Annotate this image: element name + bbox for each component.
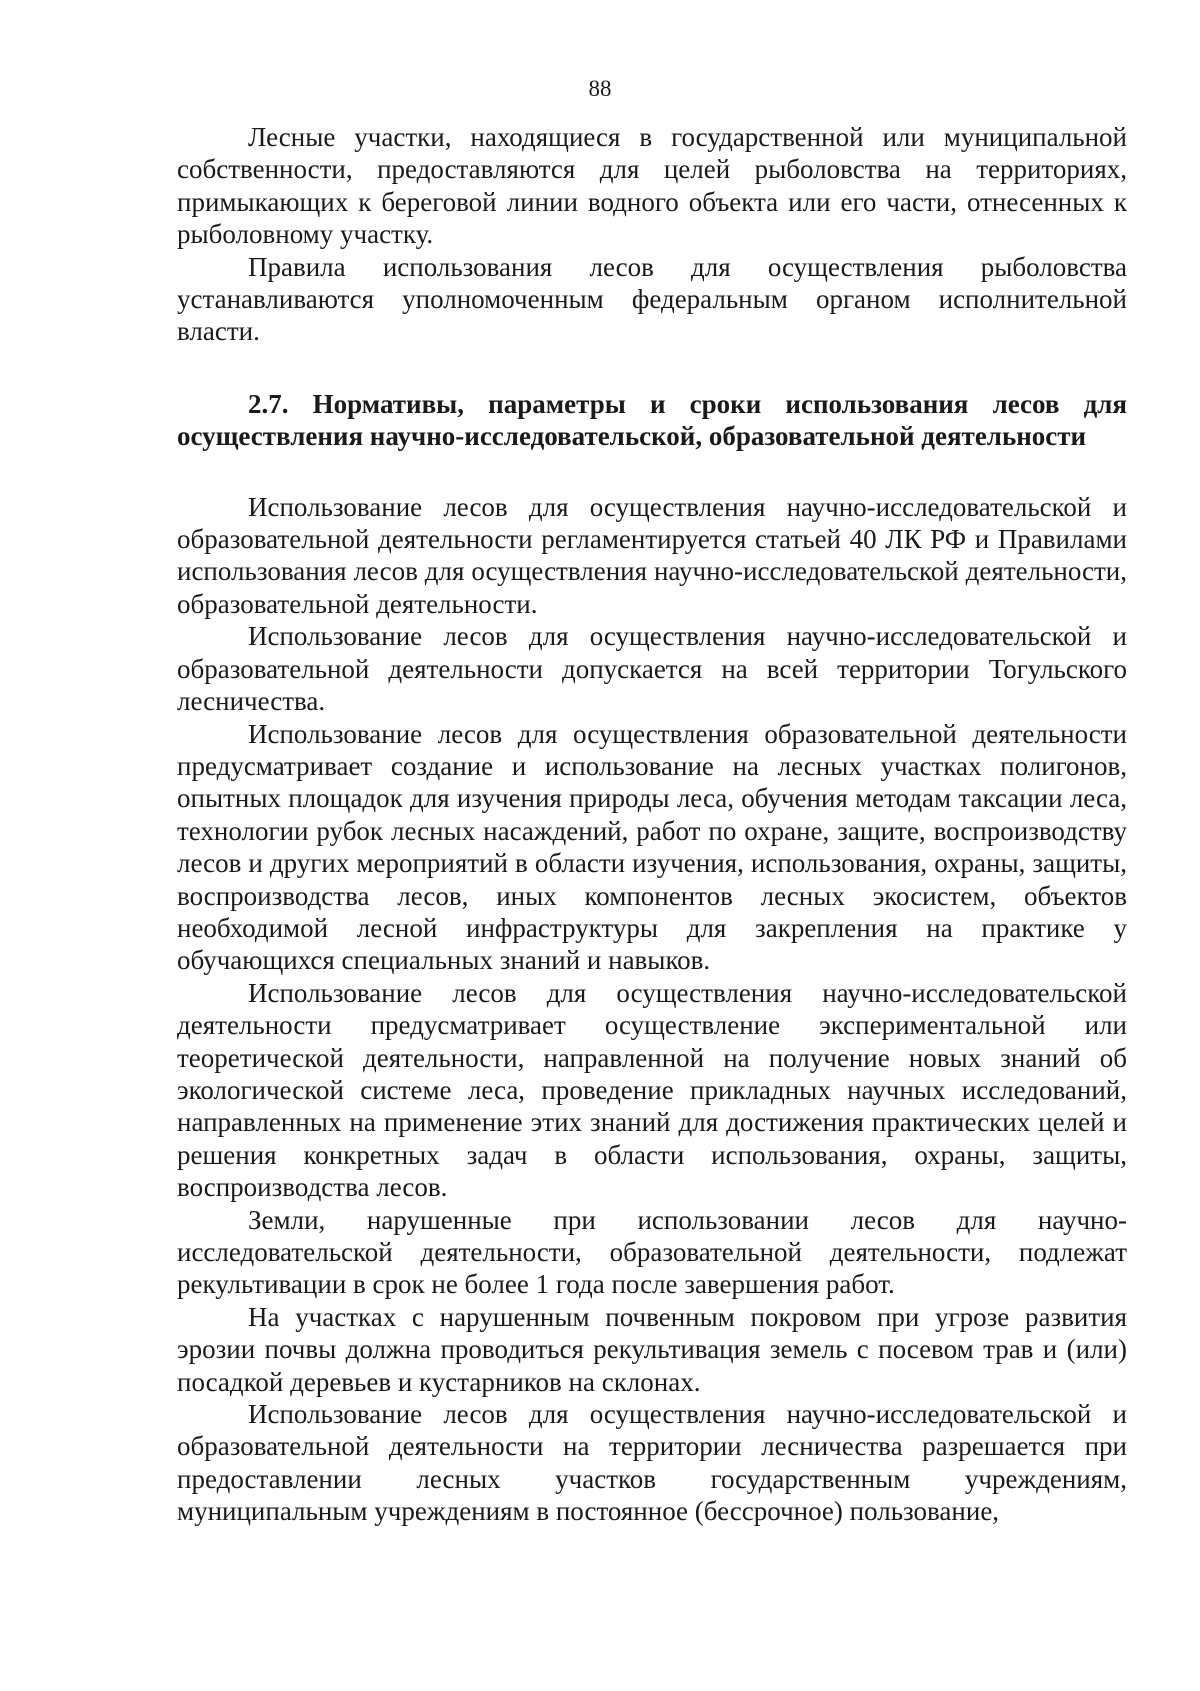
paragraph: Использование лесов для осуществления научно-исследовательской и образовательной деятельности допускается на всей территории Тогульского лесничества.	[177, 621, 1127, 717]
paragraph: Земли, нарушенные при использовании лесов для научно-исследовательской деятельности, образовательной деятельности, подлежат рекультивации в срок не более 1 года после завершения работ.	[177, 1204, 1127, 1300]
paragraph: Использование лесов для осуществления научно-исследовательской и образовательной деятельности на территории лесничества разрешается при предоставлении лесных участков государственным учреждениям, муниципальным учреждениям в постоянное (бессрочное) пользование,	[177, 1399, 1127, 1527]
page-number: 88	[588, 76, 612, 101]
document-body	[177, 121, 1127, 1528]
paragraph: Использование лесов для осуществления научно-исследовательской и образовательной деятельности регламентируется статьей 40 ЛК РФ и Правилами использования лесов для осуществления научно-исследовательской деятельности, образовательной деятельности.	[177, 491, 1127, 619]
paragraph: Использование лесов для осуществления образовательной деятельности предусматривает создание и использование на лесных участках полигонов, опытных площадок для изучения природы леса, обучения методам таксации леса, технологии рубок лесных насаждений, работ по охране, защите, воспроизводству лесов и других мероприятий в области изучения, использования, охраны, защиты, воспроизводства лесов, иных компонентов лесных экосистем, объектов необходимой лесной инфраструктуры для закрепления на практике у обучающихся специальных знаний и навыков.	[177, 718, 1127, 976]
paragraph: На участках с нарушенным почвенным покровом при угрозе развития эрозии почвы должна проводиться рекультивация земель с посевом трав и (или) посадкой деревьев и кустарников на склонах.	[177, 1301, 1127, 1397]
paragraph: Правила использования лесов для осуществления рыболовства устанавливаются уполномоченным федеральным органом исполнительной власти.	[177, 251, 1127, 347]
paragraph: Лесные участки, находящиеся в государственной или муниципальной собственности, предоставляются для целей рыболовства на территориях, примыкающих к береговой линии водного объекта или его части, отнесенных к рыболовному участку.	[177, 122, 1127, 250]
section-heading: 2.7. Нормативы, параметры и сроки использования лесов для осуществления научно-исследовательской, образовательной деятельности	[177, 388, 1127, 452]
paragraph: Использование лесов для осуществления научно-исследовательской деятельности предусматривает осуществление экспериментальной или теоретической деятельности, направленной на получение новых знаний об экологической системе леса, проведение прикладных научных исследований, направленных на применение этих знаний для достижения практических целей и решения конкретных задач в области использования, охраны, защиты, воспроизводства лесов.	[177, 977, 1127, 1203]
